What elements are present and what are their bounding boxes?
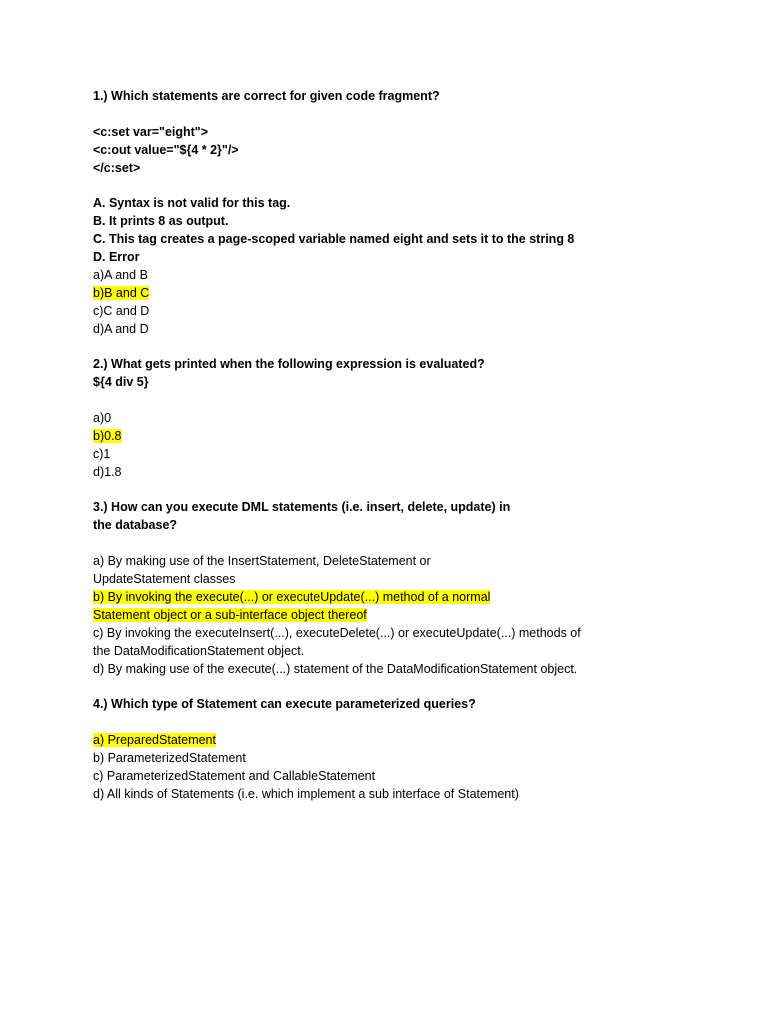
q2-option: d)1.8 xyxy=(93,464,122,479)
spacer xyxy=(93,338,708,356)
q3-option: d) By making use of the execute(...) statement of the DataModificationStatement object. xyxy=(93,661,578,676)
spacer xyxy=(93,678,708,696)
q4-option: b) ParameterizedStatement xyxy=(93,750,246,765)
q1-option: c)C and D xyxy=(93,303,150,318)
q1-code-line: </c:set> xyxy=(93,160,141,175)
q1-code-line: <c:out value="${4 * 2}"/> xyxy=(93,142,239,157)
q3-option: UpdateStatement classes xyxy=(93,572,236,587)
answer-highlight: b)B and C xyxy=(93,285,150,300)
q1-code-line: <c:set var="eight"> xyxy=(93,124,209,139)
q3-question: the database? xyxy=(93,518,178,533)
q4-option: c) ParameterizedStatement and CallableStatement xyxy=(93,768,376,783)
q1-statement: B. It prints 8 as output. xyxy=(93,214,229,229)
spacer xyxy=(93,482,708,500)
answer-highlight: b)0.8 xyxy=(93,428,122,443)
q1-option: a)A and B xyxy=(93,267,148,282)
q1-option-answer xyxy=(93,285,708,303)
q2-option: c)1 xyxy=(93,446,111,461)
q3-option-answer xyxy=(93,607,708,625)
q1-statement: A. Syntax is not valid for this tag. xyxy=(93,196,291,211)
q3-option: a) By making use of the InsertStatement, DeleteStatement or xyxy=(93,554,431,569)
q4-option-answer xyxy=(93,732,708,750)
spacer xyxy=(93,535,708,553)
answer-highlight: a) PreparedStatement xyxy=(93,733,216,748)
q2-expression: ${4 div 5} xyxy=(93,375,149,390)
q3-option: the DataModificationStatement object. xyxy=(93,643,305,658)
answer-highlight: Statement object or a sub-interface object thereof xyxy=(93,607,367,622)
spacer xyxy=(93,106,708,124)
q2-question: 2.) What gets printed when the following expression is evaluated? xyxy=(93,357,485,372)
q1-statement: D. Error xyxy=(93,250,140,265)
q4-option: d) All kinds of Statements (i.e. which implement a sub interface of Statement) xyxy=(93,786,519,801)
q1-option: d)A and D xyxy=(93,321,149,336)
q4-question: 4.) Which type of Statement can execute parameterized queries? xyxy=(93,697,476,712)
q1-statement: C. This tag creates a page-scoped variable named eight and sets it to the string 8 xyxy=(93,232,575,247)
q3-question: 3.) How can you execute DML statements (i.e. insert, delete, update) in xyxy=(93,500,511,515)
q3-option-answer xyxy=(93,589,708,607)
spacer xyxy=(93,714,708,732)
spacer xyxy=(93,177,708,195)
q2-option-answer xyxy=(93,428,708,446)
q1-question: 1.) Which statements are correct for given code fragment? xyxy=(93,89,440,103)
spacer xyxy=(93,392,708,410)
q2-option: a)0 xyxy=(93,411,112,426)
answer-highlight: b) By invoking the execute(...) or executeUpdate(...) method of a normal xyxy=(93,589,491,604)
q3-option: c) By invoking the executeInsert(...), executeDelete(...) or executeUpdate(...) methods of xyxy=(93,625,581,640)
